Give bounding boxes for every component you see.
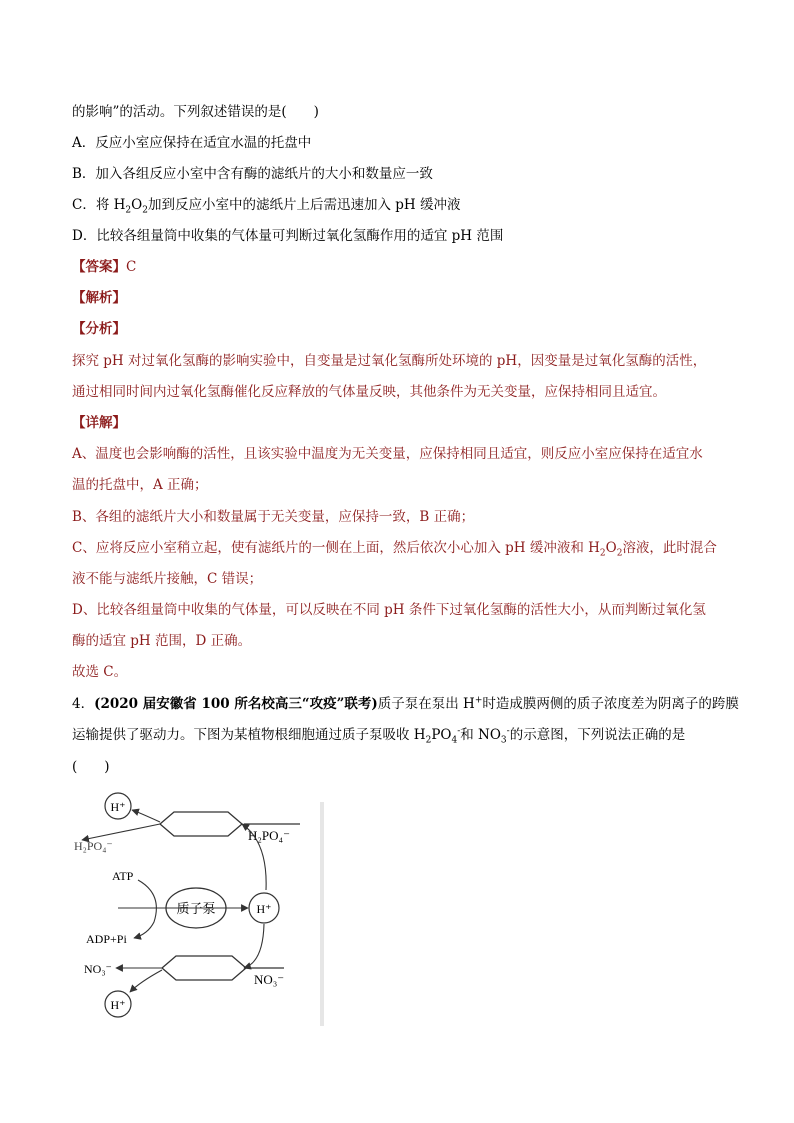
answer-line: [72, 257, 136, 277]
jiexi-tag: 【解析】: [72, 290, 126, 306]
detail-c-mid: O: [605, 540, 617, 556]
question-number: 4．: [72, 696, 95, 712]
answer-value: C: [126, 259, 137, 275]
subscript: 2: [599, 548, 606, 559]
detail-a-line-2: 温的托盘中，A 正确；: [72, 477, 208, 493]
q4-text: PO: [431, 727, 452, 743]
question-source: (2020 届安徽省 100 所名校高三“攻疫”联考): [94, 696, 378, 712]
q4-text: 时造成膜两侧的质子浓度差为阴离子的跨膜: [482, 696, 739, 712]
h-plus-out-arrow-top: [132, 810, 160, 822]
answer-tag: 【答案】: [72, 259, 126, 275]
h2po4-left-label: H₂PO₄⁻: [74, 839, 113, 853]
h2po4-out-arrow: [82, 824, 160, 840]
atp-label: ATP: [112, 869, 134, 883]
h-plus-return-lower: [244, 924, 264, 968]
option-c: [72, 195, 460, 215]
detail-b-line: B、各组的滤纸片大小和数量属于无关变量，应保持一致，B 正确；: [72, 509, 475, 525]
question-4-line-3: ( ): [72, 759, 110, 775]
no3-right-label: NO₃⁻: [254, 972, 285, 987]
h-plus-label: H⁺: [256, 902, 272, 916]
proton-pump-svg: [68, 782, 330, 1028]
adp-label: ADP+Pi: [86, 932, 127, 946]
detail-d-line-1: D、比较各组量筒中收集的气体量，可以反映在不同 pH 条件下过氧化氢酶的活性大小，从而判断过氧化氢: [72, 602, 706, 618]
detail-tag: 【详解】: [72, 415, 126, 431]
superscript: +: [474, 695, 483, 706]
subscript: 3: [500, 735, 507, 746]
upper-transporter: [160, 812, 242, 836]
superscript: -: [457, 726, 461, 737]
detail-d-line-2: 酶的适宜 pH 范围，D 正确。: [72, 633, 252, 649]
option-d: D．比较各组量筒中收集的气体量可判断过氧化氢酶作用的适宜 pH 范围: [72, 228, 504, 244]
option-c-mid: O: [131, 197, 143, 213]
question-4-line-2: [72, 725, 685, 745]
h-plus-label: H⁺: [110, 998, 126, 1012]
option-c-suffix: 加到反应小室中的滤纸片上后需迅速加入 pH 缓冲液: [147, 197, 461, 213]
h-plus-bottom-circle: [105, 991, 131, 1017]
option-c-prefix: C．将 H: [72, 197, 126, 213]
subscript: 2: [425, 735, 432, 746]
h2po4-right-label: H₂PO₄⁻: [248, 828, 290, 843]
subscript: 2: [125, 205, 132, 216]
superscript: -: [506, 726, 510, 737]
h-plus-right-circle: [249, 893, 279, 923]
h-plus-label: H⁺: [110, 800, 126, 814]
analysis-line-1: 探究 pH 对过氧化氢酶的影响实验中，自变量是过氧化氢酶所处环境的 pH，因变量是过氧化氢酶的活性，: [72, 353, 707, 369]
q4-text: 运输提供了驱动力。下图为某植物根细胞通过质子泵吸收 H: [72, 727, 426, 743]
atp-to-adp-arrow: [134, 880, 156, 938]
h-plus-top-circle: [105, 793, 131, 819]
detail-c-line-2: 液不能与滤纸片接触，C 错误；: [72, 571, 263, 587]
subscript: 4: [451, 735, 458, 746]
q4-text: 质子泵在泵出 H: [377, 696, 475, 712]
subscript: 2: [142, 205, 148, 216]
q4-text: 的示意图，下列说法正确的是: [509, 727, 686, 743]
h-plus-out-arrow-bottom: [130, 970, 162, 992]
detail-c-prefix: C、应将反应小室稍立起，使有滤纸片的一侧在上面，然后依次小心加入 pH 缓冲液和 H: [72, 540, 600, 556]
question-continuation: 的影响”的活动。下列叙述错误的是( ): [72, 104, 319, 120]
option-a: A．反应小室应保持在适宜水温的托盘中: [72, 135, 312, 151]
subscript: 2: [616, 548, 623, 559]
question-4-line-1: [72, 694, 739, 714]
q4-text: 和 NO: [460, 727, 501, 743]
analysis-line-2: 通过相同时间内过氧化氢酶催化反应释放的气体量反映，其他条件为无关变量，应保持相同且适宜。: [72, 384, 666, 400]
detail-a-line-1: A、温度也会影响酶的活性，且该实验中温度为无关变量，应保持相同且适宜，则反应小室应保持在适宜水: [72, 446, 703, 462]
analysis-tag: 【分析】: [72, 321, 126, 337]
option-b: B．加入各组反应小室中含有酶的滤纸片的大小和数量应一致: [72, 166, 433, 182]
detail-c-suffix: 溶液，此时混合: [622, 540, 717, 556]
no3-left-label: NO₃⁻: [84, 962, 112, 976]
lower-transporter: [162, 956, 246, 980]
proton-pump-diagram: [68, 782, 330, 1028]
conclusion: 故选 C。: [72, 664, 128, 680]
detail-c-line-1: [72, 538, 717, 558]
proton-pump-label: 质子泵: [176, 901, 216, 916]
